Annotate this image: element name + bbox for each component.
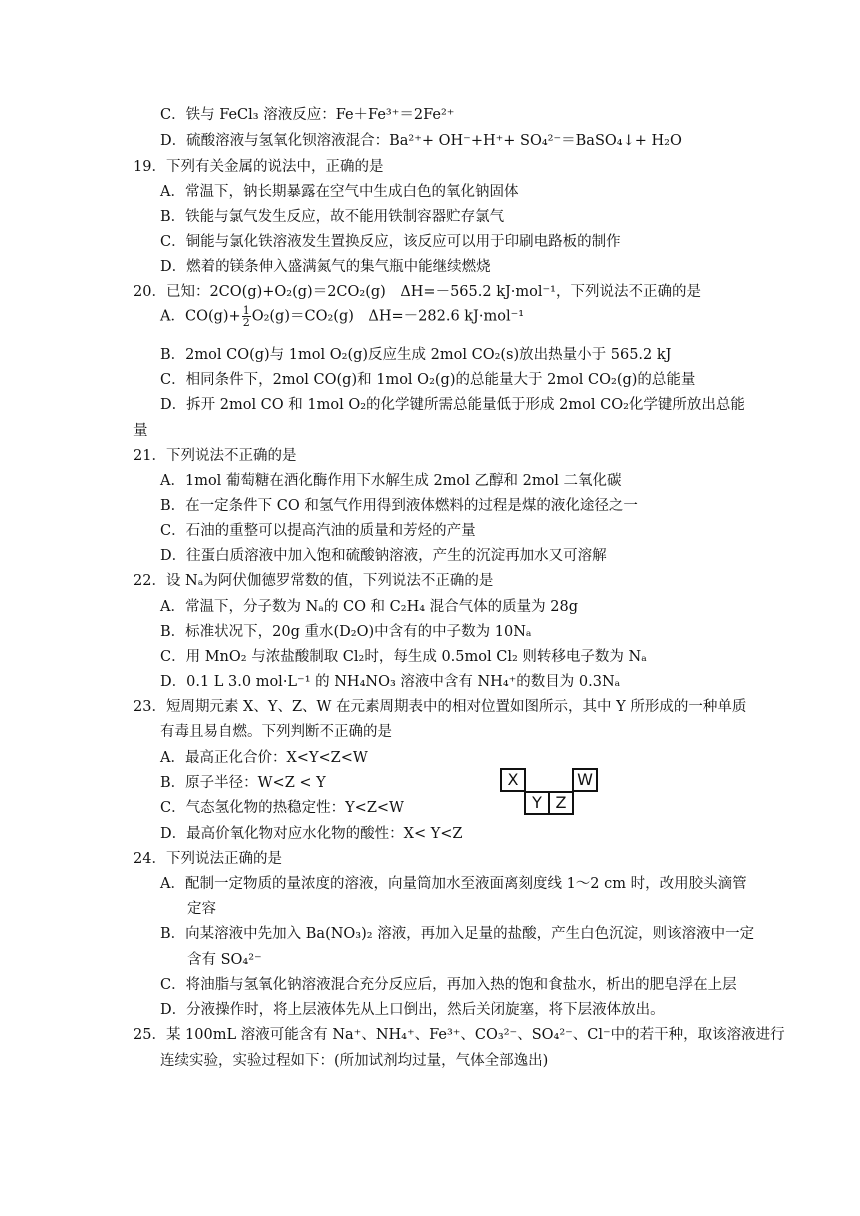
text-line: D．拆开 2mol CO 和 1mol O₂的化学键所需总能量低于形成 2mol CO₂化学键所放出总能 <box>160 397 745 413</box>
text-line: A．常温下，钠长期暴露在空气中生成白色的氧化钠固体 <box>160 184 519 200</box>
text-line: A．1mol 葡萄糖在酒化酶作用下水解生成 2mol 乙醇和 2mol 二氧化碳 <box>160 473 622 489</box>
text-line: C．铁与 FeCl₃ 溶液反应：Fe＋Fe³⁺＝2Fe²⁺ <box>160 107 455 123</box>
fraction-numerator: 1 <box>242 304 250 317</box>
text-line: A．常温下，分子数为 Nₐ的 CO 和 C₂H₄ 混合气体的质量为 28g <box>160 599 578 615</box>
text-line: B．标准状况下，20g 重水(D₂O)中含有的中子数为 10Nₐ <box>160 624 532 640</box>
text-line: 定容 <box>187 901 216 917</box>
element-cell-z: Z <box>548 791 574 815</box>
text-line: C．相同条件下，2mol CO(g)和 1mol O₂(g)的总能量大于 2mol CO₂(g)的总能量 <box>160 372 696 388</box>
text-line: 20．已知：2CO(g)+O₂(g)＝2CO₂(g) ΔH=－565.2 kJ·mol⁻¹，下列说法不正确的是 <box>133 284 701 300</box>
text-line: B．在一定条件下 CO 和氢气作用得到液体燃料的过程是煤的液化途径之一 <box>160 498 638 514</box>
text-line: C．气态氢化物的热稳定性：Y<Z<W <box>160 800 404 816</box>
q20a-prefix: A．CO(g)+ <box>160 308 241 325</box>
text-line: D．最高价氧化物对应水化物的酸性：X< Y<Z <box>160 826 463 842</box>
text-line: B．铁能与氯气发生反应，故不能用铁制容器贮存氯气 <box>160 209 505 225</box>
text-line: 24．下列说法正确的是 <box>133 851 282 867</box>
text-line: D．往蛋白质溶液中加入饱和硫酸钠溶液，产生的沉淀再加水又可溶解 <box>160 548 607 564</box>
text-line: A．配制一定物质的量浓度的溶液，向量筒加水至液面离刻度线 1～2 cm 时，改用胶头滴管 <box>160 876 747 892</box>
text-line: 22．设 Nₐ为阿伏伽德罗常数的值，下列说法不正确的是 <box>133 573 494 589</box>
element-cell-w: W <box>572 768 598 792</box>
text-line: 含有 SO₄²⁻ <box>187 952 262 968</box>
text-line: B．向某溶液中先加入 Ba(NO₃)₂ 溶液，再加入足量的盐酸，产生白色沉淀，则该溶液中一定 <box>160 926 755 942</box>
text-line: D．燃着的镁条伸入盛满氮气的集气瓶中能继续燃烧 <box>160 259 491 275</box>
text-line: 有毒且易自燃。下列判断不正确的是 <box>160 724 392 740</box>
element-cell-x: X <box>500 768 526 792</box>
text-line: 量 <box>133 423 148 439</box>
text-line: C．将油脂与氢氧化钠溶液混合充分反应后，再加入热的饱和食盐水，析出的肥皂浮在上层 <box>160 977 737 993</box>
text-line: 19．下列有关金属的说法中，正确的是 <box>133 159 384 175</box>
text-line: 23．短周期元素 X、Y、Z、W 在元素周期表中的相对位置如图所示，其中 Y 所形成的一种单质 <box>133 699 747 715</box>
text-line: D．硫酸溶液与氢氧化钡溶液混合：Ba²⁺+ OH⁻+H⁺+ SO₄²⁻＝BaSO₄↓+ H₂O <box>160 133 682 149</box>
text-line: A．最高正化合价：X<Y<Z<W <box>160 750 368 766</box>
q20a-suffix: O₂(g)＝CO₂(g) ΔH=－282.6 kJ·mol⁻¹ <box>251 308 525 325</box>
periodic-table-figure <box>500 768 594 814</box>
one-half-fraction <box>242 305 251 328</box>
text-line: C．用 MnO₂ 与浓盐酸制取 Cl₂时，每生成 0.5mol Cl₂ 则转移电子数为 Nₐ <box>160 649 647 665</box>
text-line: C．铜能与氯化铁溶液发生置换反应，该反应可以用于印刷电路板的制作 <box>160 234 621 250</box>
text-line: D．0.1 L 3.0 mol·L⁻¹ 的 NH₄NO₃ 溶液中含有 NH₄⁺的数目为 0.3Nₐ <box>160 674 621 690</box>
text-line: 连续实验，实验过程如下：(所加试剂均过量，气体全部逸出) <box>160 1053 549 1069</box>
text-line: 25．某 100mL 溶液可能含有 Na⁺、NH₄⁺、Fe³⁺、CO₃²⁻、SO₄²⁻、Cl⁻中的若干种，取该溶液进行 <box>133 1027 785 1043</box>
element-cell-y: Y <box>524 791 550 815</box>
text-line: D．分液操作时，将上层液体先从上口倒出，然后关闭旋塞，将下层液体放出。 <box>160 1002 665 1018</box>
text-line: 21．下列说法不正确的是 <box>133 448 297 464</box>
q20-option-a <box>160 305 524 328</box>
text-line: B．2mol CO(g)与 1mol O₂(g)反应生成 2mol CO₂(s)放出热量小于 565.2 kJ <box>160 347 672 363</box>
text-line: C．石油的重整可以提高汽油的质量和芳烃的产量 <box>160 523 476 539</box>
text-line: B．原子半径：W<Z < Y <box>160 775 326 791</box>
fraction-denominator: 2 <box>242 316 250 329</box>
